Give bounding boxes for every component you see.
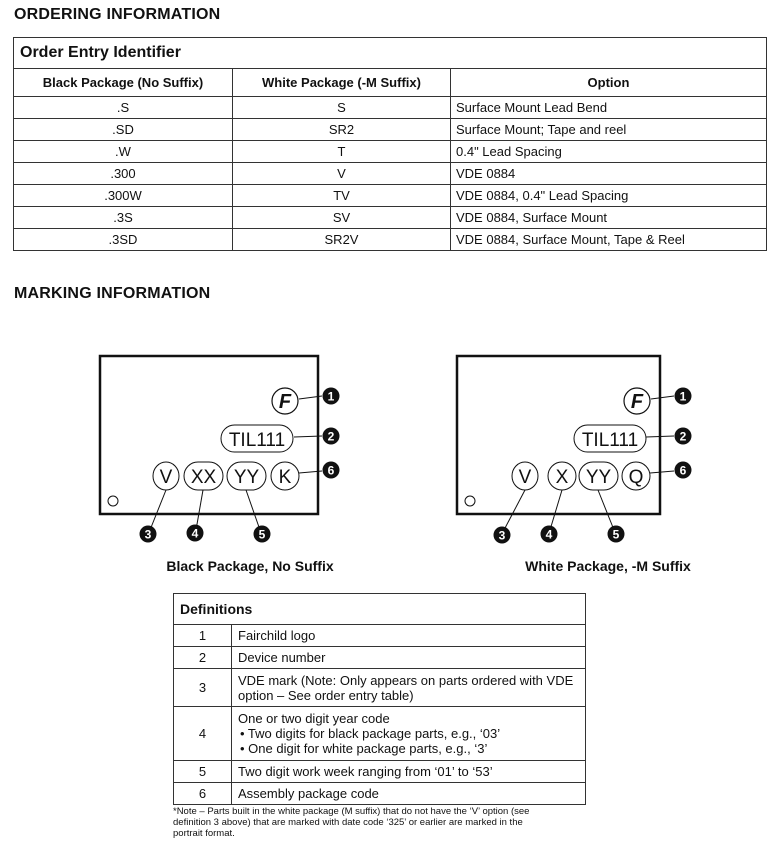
black-suffix-cell: .S <box>14 97 233 119</box>
svg-text:3: 3 <box>144 527 152 542</box>
definitions-table <box>173 593 586 805</box>
table-row <box>14 163 767 185</box>
svg-text:1: 1 <box>679 389 687 404</box>
vde-code-text: V <box>518 467 532 488</box>
header-black-package: Black Package (No Suffix) <box>14 69 233 97</box>
black-package-caption: Black Package, No Suffix <box>166 558 334 574</box>
definition-line: One or two digit year code <box>238 711 390 726</box>
table-row <box>14 119 767 141</box>
black-suffix-cell: .3SD <box>14 229 233 251</box>
ordering-title: ORDERING INFORMATION <box>14 6 221 23</box>
white-package-caption: White Package, -M Suffix <box>525 558 691 574</box>
pin1-dot <box>108 496 118 506</box>
definition-number: 1 <box>174 625 232 647</box>
order-entry-table <box>13 37 767 251</box>
white-package-diagram <box>438 340 776 590</box>
definition-line: option – See order entry table) <box>238 687 414 703</box>
white-suffix-cell: V <box>233 163 451 185</box>
device-number-text: TIL111 <box>581 430 639 451</box>
definition-bullet: • One digit for white package parts, e.g., ‘3’ <box>240 741 488 756</box>
table-row <box>14 141 767 163</box>
definitions-title: Definitions <box>174 594 586 625</box>
definition-text <box>232 707 586 761</box>
option-cell: 0.4" Lead Spacing <box>451 141 767 163</box>
black-suffix-cell: .3S <box>14 207 233 229</box>
definition-line: VDE mark (Note: Only appears on parts ordered with VDE <box>238 672 574 688</box>
option-cell: Surface Mount Lead Bend <box>451 97 767 119</box>
footnote-line: portrait format. <box>173 828 235 839</box>
footnote <box>173 806 593 839</box>
callout-1 <box>675 388 692 405</box>
white-suffix-cell: SR2 <box>233 119 451 141</box>
svg-text:3: 3 <box>498 528 506 543</box>
definition-text: Two digit work week ranging from ‘01’ to ‘53’ <box>232 761 586 783</box>
black-suffix-cell: .SD <box>14 119 233 141</box>
option-cell: VDE 0884 <box>451 163 767 185</box>
option-cell: VDE 0884, 0.4" Lead Spacing <box>451 185 767 207</box>
definition-number: 3 <box>174 669 232 707</box>
svg-text:2: 2 <box>679 429 687 444</box>
table-row <box>174 707 586 761</box>
header-white-package: White Package (-M Suffix) <box>233 69 451 97</box>
callout-2 <box>323 428 340 445</box>
callout-2 <box>675 428 692 445</box>
definition-text: Device number <box>232 647 586 669</box>
svg-text:6: 6 <box>679 463 687 478</box>
marking-title: MARKING INFORMATION <box>14 285 211 302</box>
definition-number: 6 <box>174 783 232 805</box>
header-option: Option <box>451 69 767 97</box>
table-row <box>14 229 767 251</box>
callout-3 <box>494 527 511 544</box>
package-code-text: K <box>278 467 292 488</box>
svg-text:2: 2 <box>327 429 335 444</box>
package-code-text: Q <box>628 467 644 488</box>
option-cell: Surface Mount; Tape and reel <box>451 119 767 141</box>
option-cell: VDE 0884, Surface Mount, Tape & Reel <box>451 229 767 251</box>
table-row <box>14 97 767 119</box>
callout-4 <box>187 525 204 542</box>
footnote-line: *Note – Parts built in the white package (M suffix) that do not have the ‘V’ option (see <box>173 806 530 817</box>
callout-5 <box>254 526 271 543</box>
device-number-text: TIL111 <box>228 430 286 451</box>
white-suffix-cell: T <box>233 141 451 163</box>
table-row <box>14 185 767 207</box>
svg-text:F: F <box>278 391 292 413</box>
svg-text:5: 5 <box>612 527 620 542</box>
footnote-line: definition 3 above) that are marked with date code ‘325’ or earlier are marked in the <box>173 817 523 828</box>
order-table-caption: Order Entry Identifier <box>14 38 767 69</box>
table-row <box>14 207 767 229</box>
definition-number: 2 <box>174 647 232 669</box>
svg-text:1: 1 <box>327 389 335 404</box>
black-suffix-cell: .W <box>14 141 233 163</box>
svg-text:6: 6 <box>327 463 335 478</box>
definition-bullet: • Two digits for black package parts, e.g., ‘03’ <box>240 726 501 741</box>
white-suffix-cell: SV <box>233 207 451 229</box>
year-code-text: X <box>555 467 569 488</box>
fairchild-logo-icon <box>272 388 298 414</box>
definition-number: 4 <box>174 707 232 761</box>
week-code-text: YY <box>233 467 260 488</box>
table-row <box>174 625 586 647</box>
black-package-diagram <box>80 340 420 590</box>
callout-1 <box>323 388 340 405</box>
option-cell: VDE 0884, Surface Mount <box>451 207 767 229</box>
black-suffix-cell: .300 <box>14 163 233 185</box>
callout-3 <box>140 526 157 543</box>
callout-6 <box>323 462 340 479</box>
svg-text:4: 4 <box>191 526 199 541</box>
svg-text:F: F <box>630 391 644 413</box>
white-suffix-cell: S <box>233 97 451 119</box>
table-row <box>174 761 586 783</box>
svg-text:4: 4 <box>545 527 553 542</box>
year-code-text: XX <box>190 467 217 488</box>
table-row <box>174 783 586 805</box>
definition-text: Fairchild logo <box>232 625 586 647</box>
callout-4 <box>541 526 558 543</box>
table-row <box>174 669 586 707</box>
definition-text: Assembly package code <box>232 783 586 805</box>
svg-text:5: 5 <box>258 527 266 542</box>
white-suffix-cell: SR2V <box>233 229 451 251</box>
week-code-text: YY <box>585 467 612 488</box>
vde-code-text: V <box>159 467 173 488</box>
callout-5 <box>608 526 625 543</box>
white-suffix-cell: TV <box>233 185 451 207</box>
definition-text <box>232 669 586 707</box>
black-suffix-cell: .300W <box>14 185 233 207</box>
table-row <box>174 647 586 669</box>
pin1-dot <box>465 496 475 506</box>
callout-6 <box>675 462 692 479</box>
definition-number: 5 <box>174 761 232 783</box>
fairchild-logo-icon <box>624 388 650 414</box>
